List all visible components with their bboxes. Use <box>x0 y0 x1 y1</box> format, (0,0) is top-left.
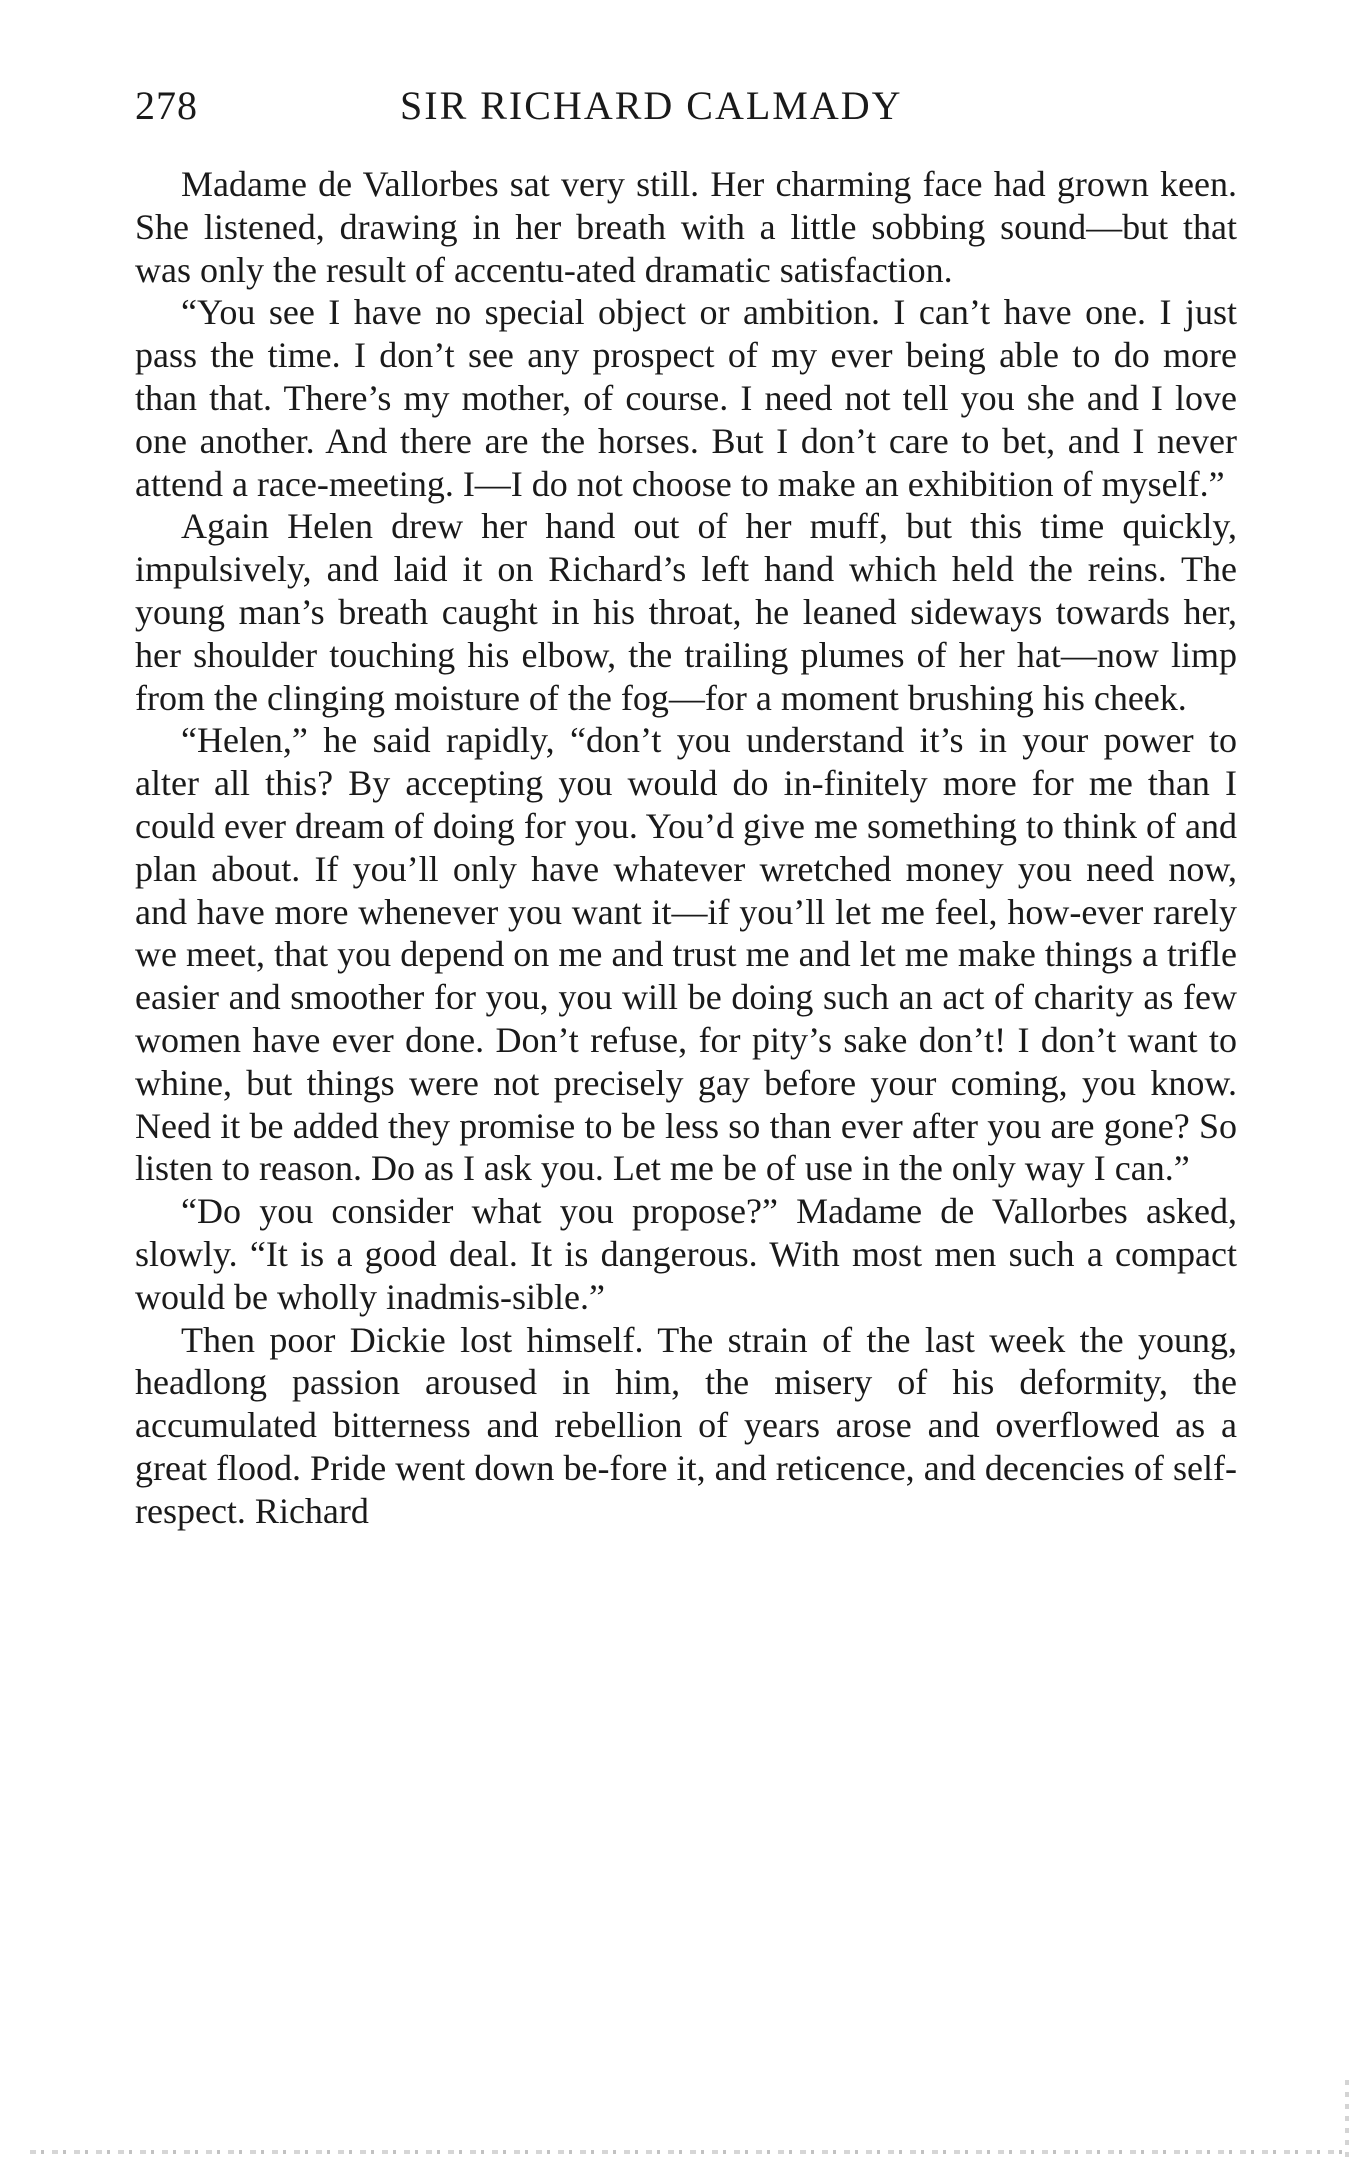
paragraph: “Do you consider what you propose?” Madame de Vallorbes asked, slowly. “It is a good deal. It is dangerous. With most men such a compact would be wholly inadmis-sible.” <box>135 1191 1237 1317</box>
paragraph: “Helen,” he said rapidly, “don’t you understand it’s in your power to alter all this? By accepting you would do in-finitely more for me than I could ever dream of doing for you. You’d give me something to think of and plan about. If you’ll only have whatever wretched money you need now, and have more whenever you want it—if you’ll let me feel, how-ever rarely we meet, that you depend on me and trust me and let me make things a trifle easier and smoother for you, you will be doing such an act of charity as few women have ever done. Don’t refuse, for pity’s sake don’t! I don’t want to whine, but things were not precisely gay before your coming, you know. Need it be added they promise to be less so than ever after you are gone? So listen to reason. Do as I ask you. Let me be of use in the only way I can.” <box>135 720 1237 1189</box>
book-title: SIR RICHARD CALMADY <box>400 83 903 128</box>
running-head <box>135 82 1240 142</box>
page-number: 278 <box>135 83 198 128</box>
scan-edge-mark <box>1345 2080 1349 2160</box>
scan-edge-mark <box>30 2150 1350 2154</box>
paragraph: “You see I have no special object or ambition. I can’t have one. I just pass the time. I don’t see any prospect of my ever being able to do more than that. There’s my mother, of course. I need not tell you she and I love one another. And there are the horses. But I don’t care to bet, and I never attend a race-meeting. I—I do not choose to make an exhibition of myself.” <box>135 292 1237 504</box>
paragraph: Madame de Vallorbes sat very still. Her charming face had grown keen. She listened, drawing in her breath with a little sobbing sound—but that was only the result of accentu-ated dramatic satisfaction. <box>135 164 1237 290</box>
paragraph: Again Helen drew her hand out of her muff, but this time quickly, impulsively, and laid it on Richard’s left hand which held the reins. The young man’s breath caught in his throat, he leaned sideways towards her, her shoulder touching his elbow, the trailing plumes of her hat—now limp from the clinging moisture of the fog—for a moment brushing his cheek. <box>135 506 1237 718</box>
paragraph: Then poor Dickie lost himself. The strain of the last week the young, headlong passion aroused in him, the misery of his deformity, the accumulated bitterness and rebellion of years arose and overflowed as a great flood. Pride went down be-fore it, and reticence, and decencies of self-respect. Richard <box>135 1319 1237 1531</box>
body-text <box>135 163 1237 1533</box>
